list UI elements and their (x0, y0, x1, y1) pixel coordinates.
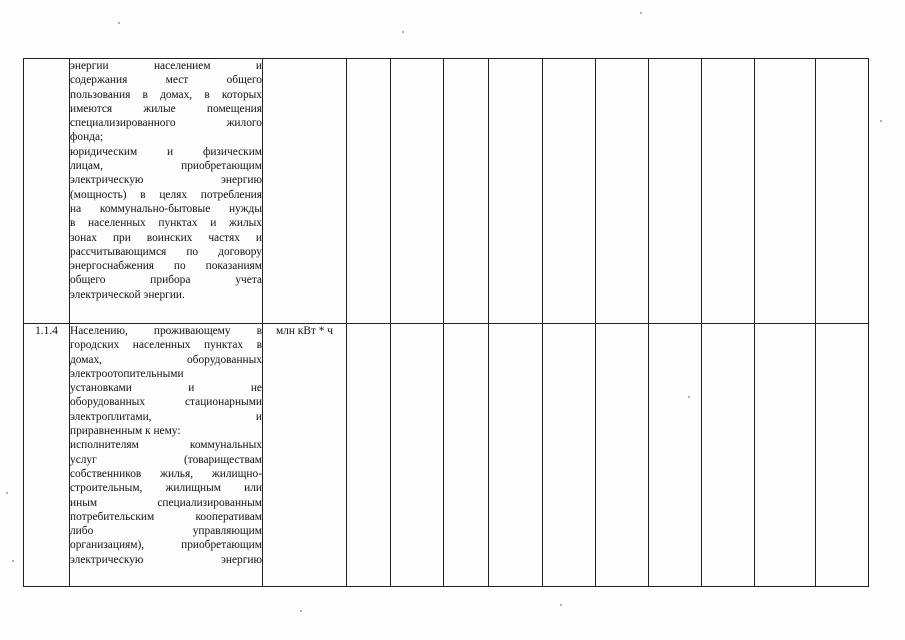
value-cell (702, 324, 755, 587)
scan-speck (688, 396, 690, 398)
description-line: фонда; (70, 131, 104, 144)
description-line: исполнителям коммунальных (70, 439, 262, 452)
scan-speck (300, 610, 302, 612)
value-cell (347, 59, 391, 324)
description-line: содержания мест общего (70, 74, 262, 87)
description-line: лицам, приобретающим (70, 160, 262, 173)
row-number (24, 59, 70, 324)
description-line: городских населенных пунктах в (70, 339, 262, 352)
description-line: приравненным к нему: (70, 425, 181, 438)
scan-speck (880, 120, 882, 122)
value-cell (543, 59, 596, 324)
description-line: на коммунально-бытовые нужды (70, 202, 262, 215)
description-line: иным специализированным (70, 496, 262, 509)
value-cell (816, 324, 869, 587)
value-cell (391, 324, 444, 587)
description-line: оборудованных стационарными (70, 396, 262, 409)
value-cell (596, 59, 649, 324)
scan-speck (6, 492, 8, 494)
description-line: в населенных пунктах и жилых (70, 217, 262, 230)
value-cell (649, 59, 702, 324)
description-line: Населению, проживающему в (70, 325, 262, 337)
value-cell (347, 324, 391, 587)
description-line: потребительским кооперативам (70, 510, 262, 523)
row-description (70, 324, 263, 587)
scan-speck (118, 22, 120, 24)
description-line: рассчитывающимся по договору (70, 245, 262, 258)
scan-speck (560, 604, 562, 606)
description-line: либо управляющим (70, 525, 262, 538)
description-line: пользования в домах, в которых (70, 88, 262, 101)
row-description (70, 59, 263, 324)
description-line: собственников жилья, жилищно- (70, 467, 262, 480)
scan-speck (402, 31, 404, 33)
table-row (24, 324, 869, 587)
description-line: услуг (товариществам (70, 453, 262, 466)
value-cell (489, 324, 543, 587)
value-cell (391, 59, 444, 324)
description-line: строительным, жилищным или (70, 482, 262, 495)
description-line: зонах при воинских частях и (70, 231, 262, 244)
row-number: 1.1.4 (24, 324, 70, 587)
description-line: специализированного жилого (70, 117, 262, 130)
description-line: электрической энергии. (70, 288, 185, 301)
value-cell (649, 324, 702, 587)
value-cell (543, 324, 596, 587)
value-cell (489, 59, 543, 324)
description-line: установками и не (70, 382, 262, 395)
value-cell (755, 324, 816, 587)
description-line: электроотопительными (70, 367, 184, 380)
description-line: энергии населением и (70, 60, 262, 72)
description-line: организациям), приобретающим (70, 539, 262, 552)
description-line: энергоснабжения по показаниям (70, 260, 262, 273)
description-line: юридическим и физическим (70, 145, 262, 158)
tariff-table (23, 58, 869, 587)
description-line: электрическую энергию (70, 174, 262, 187)
table-row (24, 59, 869, 324)
value-cell (444, 59, 489, 324)
row-unit: млн кВт * ч (263, 324, 347, 587)
description-line: (мощность) в целях потребления (70, 188, 262, 201)
row-unit (263, 59, 347, 324)
scan-speck (640, 12, 642, 14)
scan-speck (12, 560, 14, 562)
value-cell (596, 324, 649, 587)
value-cell (755, 59, 816, 324)
description-line: домах, оборудованных (70, 353, 262, 366)
description-line: электроплитами, и (70, 410, 262, 423)
description-line: имеются жилые помещения (70, 102, 262, 115)
value-cell (816, 59, 869, 324)
description-line: общего прибора учета (70, 274, 262, 287)
description-line: электрическую энергию (70, 553, 262, 566)
value-cell (444, 324, 489, 587)
value-cell (702, 59, 755, 324)
